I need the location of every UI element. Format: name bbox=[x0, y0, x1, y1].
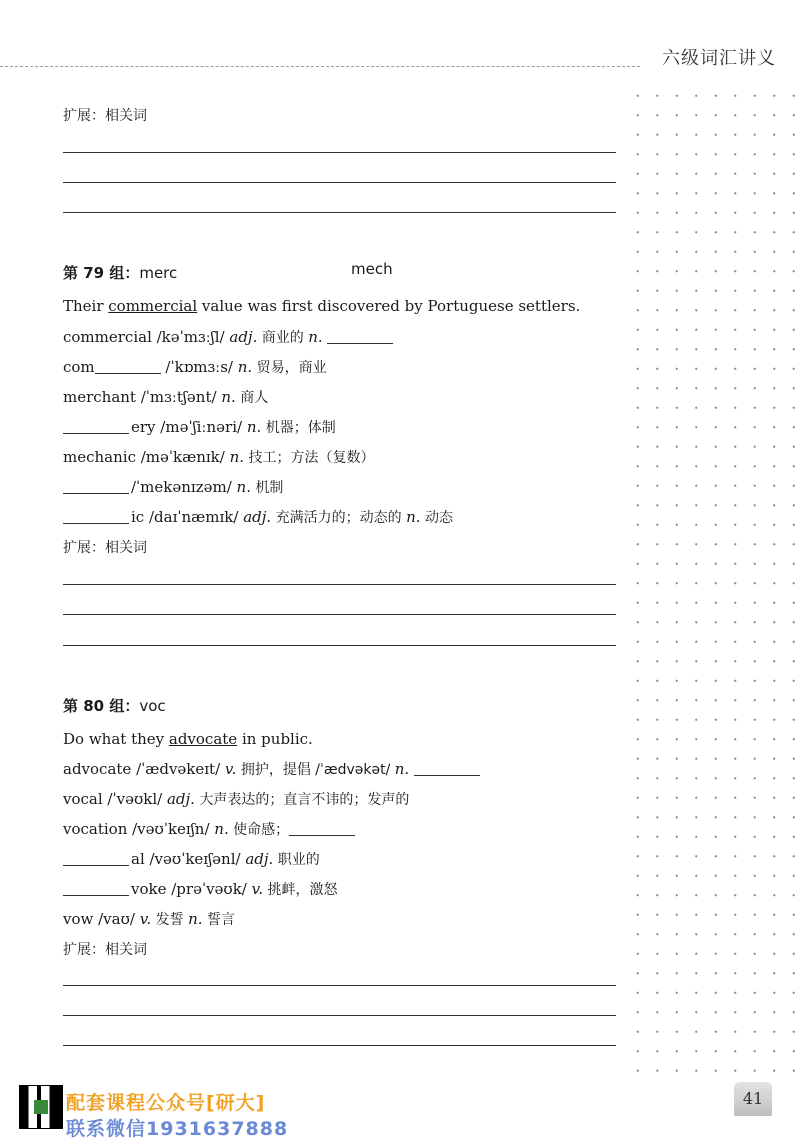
entry-gloss: 大声表达的；直言不讳的；发声的 bbox=[194, 792, 410, 808]
entry-advocate bbox=[63, 759, 480, 780]
entry-headword: al /vəʊˈkeɪʃənl/ bbox=[131, 850, 246, 868]
entry-pos: n. bbox=[246, 418, 262, 436]
entry-merchant bbox=[63, 387, 268, 408]
entry-mechanism bbox=[63, 477, 283, 498]
write-line[interactable] bbox=[63, 182, 616, 183]
entry-headword: ic /daɪˈnæmɪk/ bbox=[131, 508, 244, 526]
group79-root2: mech bbox=[351, 260, 393, 278]
entry-pos: adj. bbox=[243, 508, 272, 526]
group79-root1: merc bbox=[139, 264, 178, 282]
group79-title bbox=[63, 260, 393, 283]
group79-extension-label: 扩展：相关词 bbox=[63, 540, 147, 556]
entry-pos: n. bbox=[406, 508, 421, 526]
entry-pos: adj. bbox=[229, 328, 258, 346]
write-line[interactable] bbox=[63, 1045, 616, 1046]
entry-pos: v. bbox=[224, 760, 237, 778]
example-text: Do what they bbox=[63, 730, 169, 748]
entry-gloss: 技工；方法（复数） bbox=[244, 450, 375, 466]
group79-prefix: 第 79 组： bbox=[63, 264, 140, 282]
write-line[interactable] bbox=[63, 152, 616, 153]
fill-blank[interactable] bbox=[63, 881, 129, 896]
entry-gloss: 挑衅，激怒 bbox=[263, 882, 338, 898]
qr-code-icon bbox=[20, 1086, 62, 1128]
page-number: 41 bbox=[734, 1082, 772, 1116]
group79-example bbox=[63, 296, 580, 316]
entry-headword: vocation /vəʊˈkeɪʃn/ bbox=[63, 820, 215, 838]
example-text: value was first discovered by Portuguese settlers. bbox=[197, 297, 581, 315]
entry-pos: n. bbox=[236, 478, 251, 496]
example-keyword: commercial bbox=[108, 297, 198, 315]
entry-pos: n. bbox=[221, 388, 236, 406]
entry-gloss: 商人 bbox=[235, 390, 269, 406]
entry-commerce bbox=[63, 357, 327, 378]
fill-blank[interactable] bbox=[63, 509, 129, 524]
entry-pos: v. bbox=[139, 910, 152, 928]
entry-pos: n. bbox=[308, 328, 323, 346]
entry-gloss: 充满活力的；动态的 bbox=[271, 510, 407, 526]
entry-provoke bbox=[63, 879, 338, 900]
entry-headword: voke /prəˈvəʊk/ bbox=[131, 880, 252, 898]
write-line[interactable] bbox=[63, 985, 616, 986]
promo-line-2: 联系微信1931637888 bbox=[66, 1118, 289, 1140]
fill-blank[interactable] bbox=[63, 479, 129, 494]
entry-gloss: 机器；体制 bbox=[261, 420, 336, 436]
entry-gloss: 誓言 bbox=[202, 912, 235, 928]
group80-title bbox=[63, 695, 166, 716]
entry-machinery bbox=[63, 417, 336, 438]
entry-commercial bbox=[63, 327, 393, 348]
entry-dynamic bbox=[63, 507, 453, 528]
write-line[interactable] bbox=[63, 614, 616, 615]
entry-gloss: 发誓 bbox=[151, 912, 189, 928]
entry-gloss: 动态 bbox=[420, 510, 453, 526]
entry-headword: vocal /ˈvəʊkl/ bbox=[63, 790, 167, 808]
entry-phonetic: /ˈkɒmɜːs/ bbox=[160, 358, 238, 376]
entry-vocation bbox=[63, 819, 355, 840]
entry-gloss: 商业的 bbox=[257, 330, 309, 346]
entry-pos: n. bbox=[237, 358, 253, 376]
entry-mechanic bbox=[63, 447, 374, 468]
promo-watermark bbox=[14, 1086, 314, 1142]
extension-label-top: 扩展：相关词 bbox=[63, 108, 147, 124]
entry-vocational bbox=[63, 849, 320, 870]
entry-phonetic: /ˈmekənɪzəm/ bbox=[131, 478, 237, 496]
fill-blank[interactable] bbox=[63, 419, 129, 434]
entry-pos: n. bbox=[214, 820, 229, 838]
entry-pos: n. bbox=[188, 910, 203, 928]
group80-root1: voc bbox=[139, 697, 166, 715]
group80-prefix: 第 80 组： bbox=[63, 697, 140, 715]
example-text: Their bbox=[63, 297, 109, 315]
entry-pos: adj. bbox=[166, 790, 195, 808]
entry-headword: merchant /ˈmɜːtʃənt/ bbox=[63, 388, 222, 406]
entry-gloss: 使命感； bbox=[228, 822, 290, 838]
entry-vow bbox=[63, 909, 235, 930]
write-line[interactable] bbox=[63, 645, 616, 646]
entry-gloss: 职业的 bbox=[273, 852, 320, 868]
example-keyword: advocate bbox=[168, 730, 238, 748]
entry-pos: v. bbox=[251, 880, 264, 898]
dot-grid-margin bbox=[628, 86, 800, 1086]
entry-headword: com bbox=[63, 358, 95, 376]
entry-headword: vow /vaʊ/ bbox=[63, 910, 140, 928]
entry-vocal bbox=[63, 789, 409, 810]
group80-extension-label: 扩展：相关词 bbox=[63, 942, 147, 958]
fill-blank[interactable] bbox=[414, 761, 480, 776]
write-line[interactable] bbox=[63, 584, 616, 585]
group80-example bbox=[63, 729, 313, 749]
fill-blank[interactable] bbox=[289, 821, 355, 836]
entry-gloss: 拥护，提倡 /ˈædvəkət/ bbox=[236, 762, 395, 778]
entry-headword: mechanic /məˈkænɪk/ bbox=[63, 448, 230, 466]
entry-pos: n. bbox=[394, 760, 410, 778]
fill-blank[interactable] bbox=[327, 329, 393, 344]
entry-pos: adj. bbox=[245, 850, 274, 868]
entry-gloss: 贸易，商业 bbox=[252, 360, 327, 376]
promo-line-1: 配套课程公众号[研大] bbox=[66, 1092, 266, 1114]
write-line[interactable] bbox=[63, 212, 616, 213]
running-title: 六级词汇讲义 bbox=[662, 48, 776, 69]
fill-blank[interactable] bbox=[95, 359, 161, 374]
entry-headword: advocate /ˈædvəkeɪt/ bbox=[63, 760, 225, 778]
entry-headword: ery /məˈʃiːnəri/ bbox=[131, 418, 247, 436]
entry-headword: commercial /kəˈmɜːʃl/ bbox=[63, 328, 230, 346]
fill-blank[interactable] bbox=[63, 851, 129, 866]
entry-pos: n. bbox=[229, 448, 245, 466]
write-line[interactable] bbox=[63, 1015, 616, 1016]
entry-gloss: 机制 bbox=[250, 480, 284, 496]
header-rule bbox=[0, 66, 640, 67]
example-text: in public. bbox=[237, 730, 313, 748]
